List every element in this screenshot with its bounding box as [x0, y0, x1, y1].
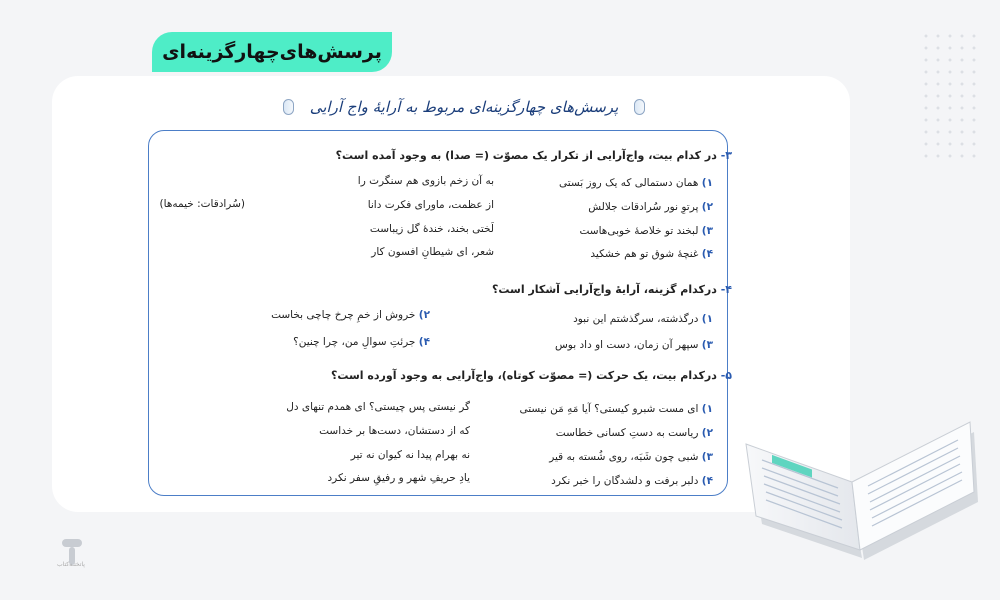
q3-option-1-left: به آن زخم بازوی هم سنگرت را	[357, 175, 494, 187]
q3-option-3-left: لَختی بخند، خندۀ گل زیباست	[369, 223, 494, 235]
q3-option-1-right: ۱) همان دستمالی که یک روز بَستی	[558, 177, 713, 189]
q3-option-4-right: ۴) غنچۀ شوق تو هم خشکید	[590, 248, 713, 260]
q5-option-4-right: ۴) دلبر برفت و دلشدگان را خبر نکرد	[551, 475, 713, 487]
question-text: در کدام بیت، واج‌آرایی از تکرار یک مصوّت (= صدا) به وجود آمده است؟	[335, 149, 717, 162]
q3-option-3-right: ۳) لبخند تو خلاصۀ خوبی‌هاست	[579, 225, 713, 237]
q4-option-1: ۱) درگذشته، سرگذشتم این نبود	[573, 313, 713, 325]
decorative-dot-grid	[920, 30, 980, 160]
q3-footnote: (سُرادقات: خیمه‌ها)	[159, 198, 245, 210]
question-5	[331, 369, 732, 383]
question-number: ۵-	[720, 369, 732, 382]
q3-option-2-right: ۲) پرتوِ نور سُرادقات جلالش	[588, 201, 713, 213]
q5-option-1-right: ۱) ای مست شبرو کیستی؟ آیا مَهِ مَن نیستی	[519, 403, 713, 415]
banner-ornament-left-icon	[283, 99, 294, 115]
section-banner	[283, 96, 645, 118]
brand-logo-icon	[56, 533, 88, 581]
banner-ornament-right-icon	[634, 99, 645, 115]
q5-option-4-left: یادِ حریفِ شهر و رفیقِ سفر نکرد	[327, 472, 470, 484]
q5-option-3-right: ۳) شبی چون شَبَه، روی شُسته به قیر	[549, 451, 713, 463]
q5-option-3-left: نه بهرام پیدا نه کیوان نه تیر	[350, 449, 470, 461]
q5-option-1-left: گر نیستی پس چیستی؟ ای همدم تنهای دل	[286, 401, 470, 413]
open-book-icon	[742, 412, 982, 562]
question-text: درکدام بیت، یک حرکت (= مصوّت کوتاه)، واج‌آرایی به وجود آورده است؟	[330, 369, 717, 382]
section-title: پرسش‌های‌چهارگزینه‌ای	[162, 41, 382, 63]
question-text: درکدام گزینه، آرایۀ واج‌آرایی آشکار است؟	[492, 283, 717, 296]
q4-option-2: ۲) خروش از خمِ چرخ چاچی بخاست	[271, 309, 430, 321]
q4-option-4: ۴) جرئتِ سوالِ من، چرا چنین؟	[293, 336, 430, 348]
q5-option-2-left: که از دستشان، دست‌ها بر خداست	[319, 425, 470, 437]
q4-option-3: ۳) سپهر آن زمان، دست او داد بوس	[554, 339, 713, 351]
brand-caption: پاتختـه‌کتاب	[57, 561, 85, 568]
question-number: ۴-	[720, 283, 732, 296]
q5-option-2-right: ۲) ریاست به دستِ کسانی خطاست	[555, 427, 713, 439]
question-4	[492, 283, 732, 297]
q3-option-2-left: از عظمت، ماورای فکرت دانا	[367, 199, 494, 211]
banner-title: پرسش‌های چهارگزینه‌ای مربوط به آرایۀ واج آرایی	[309, 98, 619, 116]
question-3	[336, 149, 732, 163]
q3-option-4-left: شعر، ای شیطانِ افسون کار	[371, 246, 494, 258]
section-title-badge	[152, 32, 392, 72]
question-number: ۳-	[720, 149, 732, 162]
